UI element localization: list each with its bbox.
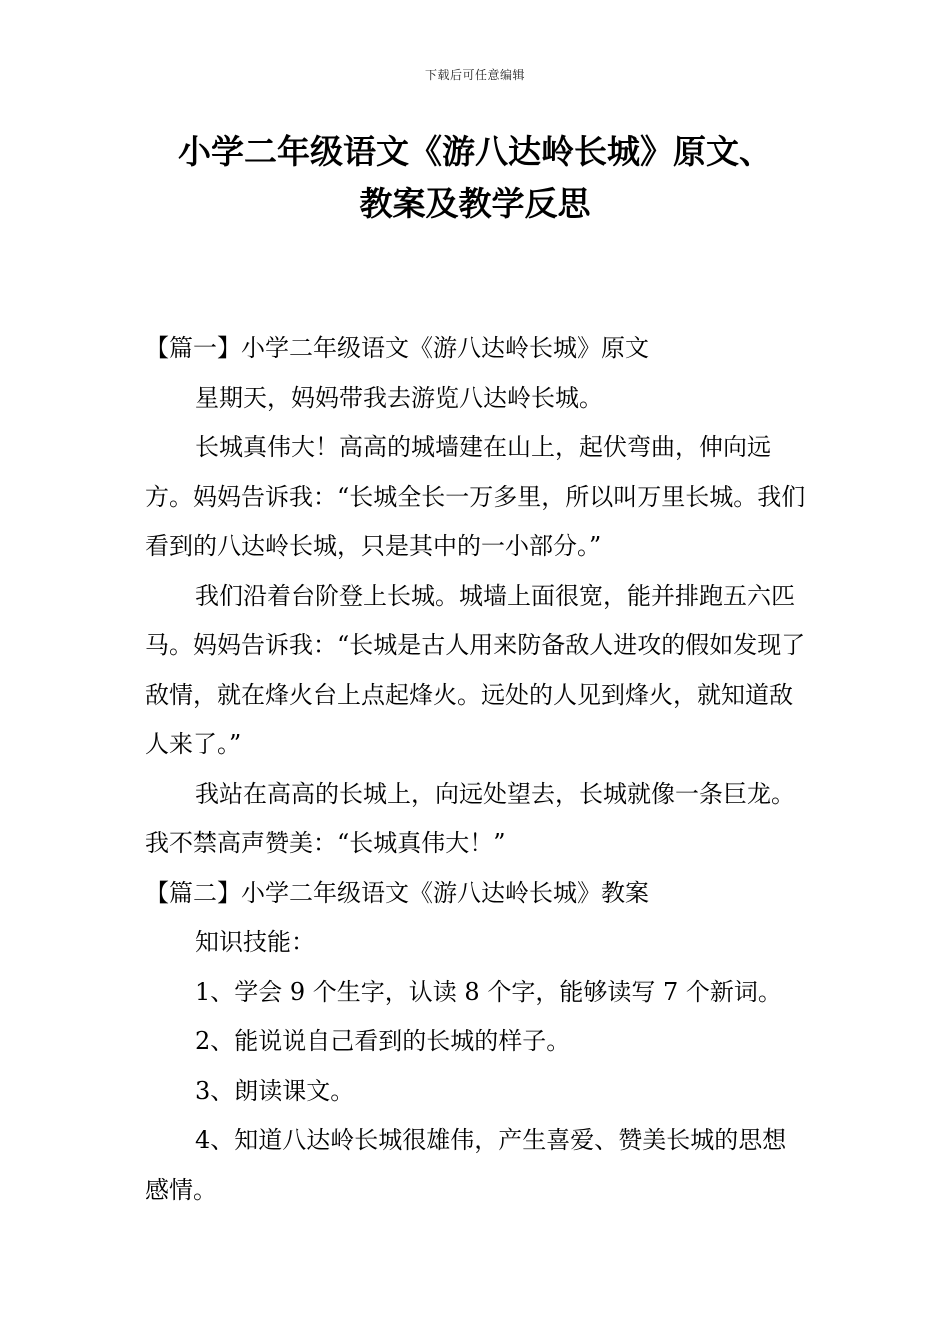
paragraph: 长城真伟大！高高的城墙建在山上，起伏弯曲，伸向远方。妈妈告诉我：“长城全长一万多里，所以叫万里长城。我们看到的八达岭长城，只是其中的一小部分。” bbox=[145, 433, 806, 560]
list-item: 4、知道八达岭长城很雄伟，产生喜爱、赞美长城的思想感情。 bbox=[145, 1126, 787, 1204]
paragraph: 星期天，妈妈带我去游览八达岭长城。 bbox=[195, 383, 603, 412]
paragraph: 知识技能： bbox=[195, 928, 315, 956]
list-item: 2、能说说自己看到的长城的样子。 bbox=[195, 1027, 571, 1055]
paragraph: 我站在高高的长城上，向远处望去，长城就像一条巨龙。我不禁高声赞美：“长城真伟大！” bbox=[145, 779, 795, 857]
list-item: 3、朗读课文。 bbox=[195, 1076, 355, 1105]
paragraph: 我们沿着台阶登上长城。城墙上面很宽，能并排跑五六匹马。妈妈告诉我：“长城是古人用来防备敌人进攻的假如发现了敌情，就在烽火台上点起烽火。远处的人见到烽火，就知道敌人来了。” bbox=[145, 581, 806, 758]
document-title bbox=[0, 126, 950, 230]
list-item: 1、学会 9 个生字，认读 8 个字，能够读写 7 个新词。 bbox=[195, 977, 782, 1006]
page-header-note: 下载后可任意编辑 bbox=[424, 68, 525, 82]
section-heading-2: 【篇二】小学二年级语文《游八达岭长城》教案 bbox=[145, 878, 649, 907]
document-title-line-2: 教案及教学反思 bbox=[359, 184, 591, 223]
document-body bbox=[145, 324, 810, 1215]
section-heading-1: 【篇一】小学二年级语文《游八达岭长城》原文 bbox=[145, 334, 649, 362]
document-title-line-1: 小学二年级语文《游八达岭长城》原文、 bbox=[178, 132, 772, 171]
